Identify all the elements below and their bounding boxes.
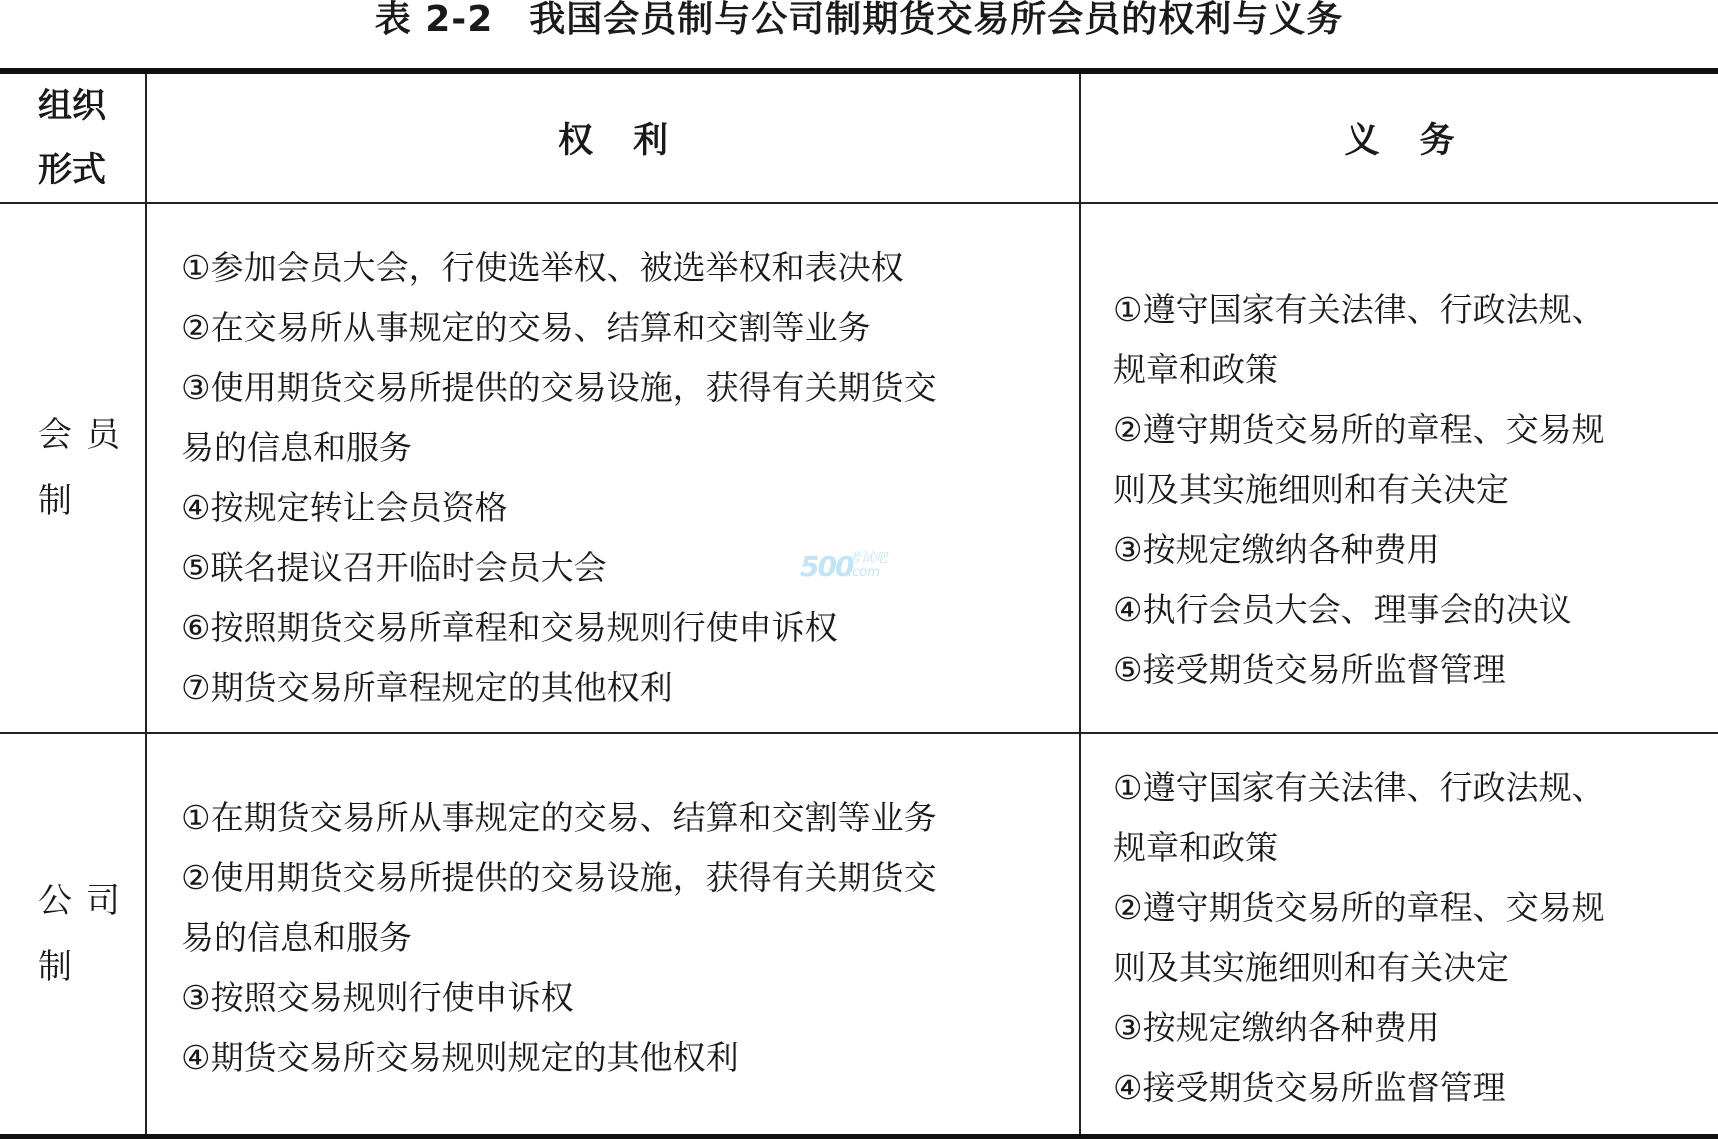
list-item: ①在期货交易所从事规定的交易、结算和交割等业务 bbox=[181, 797, 937, 837]
duties-cell-corporate bbox=[1080, 733, 1718, 1136]
list-item: ⑤联名提议召开临时会员大会 bbox=[181, 548, 607, 587]
list-item: ③按规定缴纳各种费用 bbox=[1113, 530, 1440, 569]
list-item: ⑤接受期货交易所监督管理 bbox=[1113, 650, 1506, 689]
duties-cell-membership bbox=[1080, 203, 1718, 733]
list-item: ⑦期货交易所章程规定的其他权利 bbox=[181, 668, 673, 707]
list-item: ②在交易所从事规定的交易、结算和交割等业务 bbox=[181, 308, 871, 347]
list-item: ②遵守期货交易所的章程、交易规 bbox=[1113, 410, 1605, 449]
table-row-membership bbox=[0, 203, 1718, 733]
list-item: ④期货交易所交易规则规定的其他权利 bbox=[181, 1037, 739, 1077]
list-item: ④执行会员大会、理事会的决议 bbox=[1113, 590, 1572, 629]
table-number: 表 2-2 bbox=[374, 0, 494, 40]
org-cell-membership bbox=[0, 203, 146, 733]
header-org-line2: 形式 bbox=[38, 150, 106, 190]
watermark-text-cn: 考试吧 bbox=[848, 551, 888, 566]
list-item: ③使用期货交易所提供的交易设施，获得有关期货交 bbox=[181, 368, 937, 407]
header-org-form bbox=[0, 71, 146, 203]
list-item: ④按规定转让会员资格 bbox=[181, 488, 508, 527]
list-item: ①遵守国家有关法律、行政法规、 bbox=[1113, 290, 1605, 329]
org-cell-corporate bbox=[0, 733, 146, 1136]
org-line2: 制 bbox=[38, 481, 86, 521]
list-item: ⑥按照期货交易所章程和交易规则行使申诉权 bbox=[181, 608, 838, 647]
list-item: ③按照交易规则行使申诉权 bbox=[181, 977, 574, 1017]
list-item: 则及其实施细则和有关决定 bbox=[1113, 947, 1509, 987]
watermark-text bbox=[848, 552, 887, 580]
list-item: 规章和政策 bbox=[1113, 350, 1278, 389]
watermark-logo bbox=[800, 550, 920, 590]
rights-cell-corporate bbox=[146, 733, 1080, 1136]
org-line1: 公司 bbox=[38, 880, 134, 921]
list-item: ①参加会员大会，行使选举权、被选举权和表决权 bbox=[181, 248, 904, 287]
list-item: 则及其实施细则和有关决定 bbox=[1113, 470, 1509, 509]
list-item: 规章和政策 bbox=[1113, 827, 1278, 867]
org-line2: 制 bbox=[38, 946, 86, 987]
list-item: ④接受期货交易所监督管理 bbox=[1113, 1067, 1506, 1107]
header-duties: 义务 bbox=[1080, 71, 1718, 203]
rights-duties-table bbox=[0, 68, 1718, 1139]
list-item: 易的信息和服务 bbox=[181, 428, 412, 467]
rights-cell-membership bbox=[146, 203, 1080, 733]
org-line1: 会员 bbox=[38, 415, 134, 455]
list-item: ②使用期货交易所提供的交易设施，获得有关期货交 bbox=[181, 857, 937, 897]
list-item: ②遵守期货交易所的章程、交易规 bbox=[1113, 887, 1605, 927]
list-item: ③按规定缴纳各种费用 bbox=[1113, 1007, 1440, 1047]
table-row-corporate bbox=[0, 733, 1718, 1136]
watermark-text-en: .com bbox=[848, 565, 880, 580]
table-title bbox=[0, 0, 1718, 50]
list-item: 易的信息和服务 bbox=[181, 917, 412, 957]
list-item: ①遵守国家有关法律、行政法规、 bbox=[1113, 767, 1605, 807]
watermark-number: 500 bbox=[800, 550, 853, 583]
header-org-line1: 组织 bbox=[38, 86, 106, 126]
table-caption: 我国会员制与公司制期货交易所会员的权利与义务 bbox=[529, 0, 1344, 40]
header-row bbox=[0, 71, 1718, 203]
header-rights: 权利 bbox=[146, 71, 1080, 203]
